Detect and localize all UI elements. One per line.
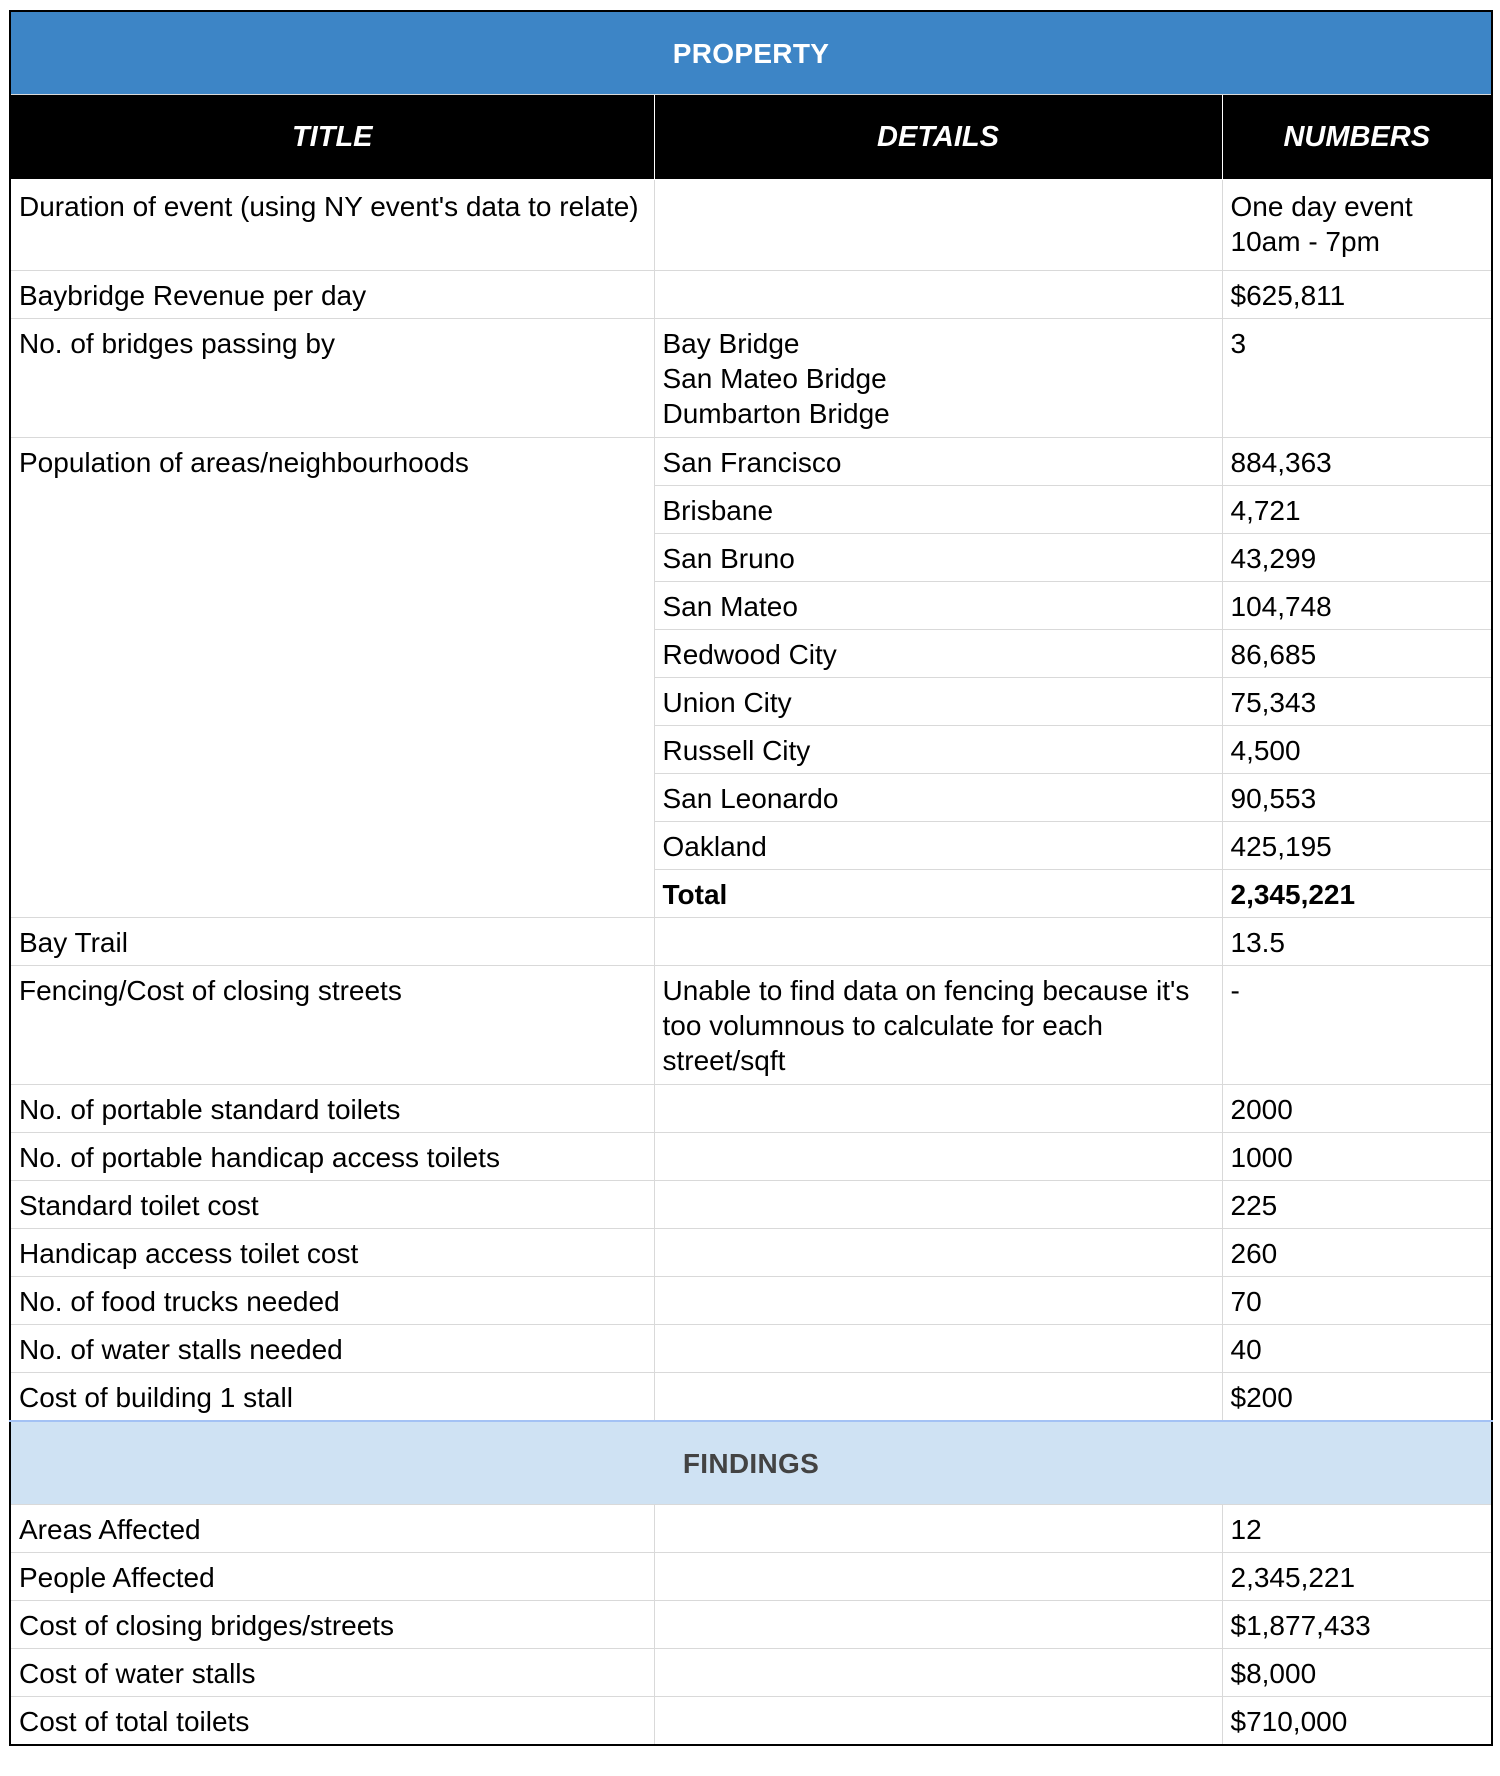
title-cell[interactable]: No. of water stalls needed	[10, 1325, 654, 1373]
details-cell[interactable]: Union City	[654, 678, 1222, 726]
details-cell[interactable]	[654, 1553, 1222, 1601]
numbers-cell[interactable]: 43,299	[1222, 534, 1492, 582]
numbers-cell[interactable]: $200	[1222, 1373, 1492, 1422]
details-cell[interactable]	[654, 1373, 1222, 1422]
numbers-cell[interactable]: 90,553	[1222, 774, 1492, 822]
table-row	[10, 1181, 1492, 1229]
table-row	[10, 1373, 1492, 1422]
title-cell[interactable]: Duration of event (using NY event's data to relate)	[10, 180, 654, 271]
details-cell[interactable]: Russell City	[654, 726, 1222, 774]
numbers-cell[interactable]: $625,811	[1222, 271, 1492, 319]
title-cell[interactable]: No. of portable handicap access toilets	[10, 1133, 654, 1181]
findings-header-row	[10, 1421, 1492, 1505]
findings-header: FINDINGS	[10, 1421, 1492, 1505]
title-cell[interactable]: Bay Trail	[10, 918, 654, 966]
table-row-bridges	[10, 319, 1492, 438]
numbers-cell[interactable]: 104,748	[1222, 582, 1492, 630]
numbers-cell[interactable]: 425,195	[1222, 822, 1492, 870]
details-cell[interactable]	[654, 1133, 1222, 1181]
numbers-cell[interactable]: 40	[1222, 1325, 1492, 1373]
title-cell[interactable]: No. of portable standard toilets	[10, 1085, 654, 1133]
table-row-revenue	[10, 271, 1492, 319]
table-row-finding	[10, 1601, 1492, 1649]
total-label-cell[interactable]: Total	[654, 870, 1222, 918]
numbers-cell[interactable]: 4,721	[1222, 486, 1492, 534]
numbers-cell[interactable]: -	[1222, 966, 1492, 1085]
details-cell[interactable]: San Leonardo	[654, 774, 1222, 822]
property-header: PROPERTY	[10, 11, 1492, 95]
column-header-title: TITLE	[10, 95, 654, 180]
numbers-cell[interactable]: 13.5	[1222, 918, 1492, 966]
details-cell[interactable]	[654, 1085, 1222, 1133]
table-row	[10, 1133, 1492, 1181]
numbers-cell[interactable]: One day event 10am - 7pm	[1222, 180, 1492, 271]
table-row-fencing	[10, 966, 1492, 1085]
details-cell[interactable]	[654, 1181, 1222, 1229]
title-cell[interactable]: Handicap access toilet cost	[10, 1229, 654, 1277]
numbers-cell[interactable]: 75,343	[1222, 678, 1492, 726]
details-cell[interactable]	[654, 1505, 1222, 1553]
details-cell[interactable]	[654, 1601, 1222, 1649]
property-header-row	[10, 11, 1492, 95]
title-cell[interactable]: People Affected	[10, 1553, 654, 1601]
details-cell[interactable]: Oakland	[654, 822, 1222, 870]
title-cell[interactable]: Areas Affected	[10, 1505, 654, 1553]
details-cell[interactable]: Bay Bridge San Mateo Bridge Dumbarton Bridge	[654, 319, 1222, 438]
details-cell[interactable]: San Mateo	[654, 582, 1222, 630]
numbers-cell[interactable]: 225	[1222, 1181, 1492, 1229]
table-row	[10, 1085, 1492, 1133]
title-cell[interactable]: Cost of closing bridges/streets	[10, 1601, 654, 1649]
total-value-cell[interactable]: 2,345,221	[1222, 870, 1492, 918]
numbers-cell[interactable]: 2000	[1222, 1085, 1492, 1133]
details-cell[interactable]	[654, 1325, 1222, 1373]
table-row	[10, 1229, 1492, 1277]
title-cell[interactable]: Cost of total toilets	[10, 1697, 654, 1746]
title-cell[interactable]: No. of bridges passing by	[10, 319, 654, 438]
title-cell[interactable]: Cost of building 1 stall	[10, 1373, 654, 1422]
numbers-cell[interactable]: 12	[1222, 1505, 1492, 1553]
table-row	[10, 1325, 1492, 1373]
details-cell[interactable]: Unable to find data on fencing because it's too volumnous to calculate for each street/sqft	[654, 966, 1222, 1085]
title-cell[interactable]: Cost of water stalls	[10, 1649, 654, 1697]
table-row-population	[10, 438, 1492, 486]
numbers-cell[interactable]: 1000	[1222, 1133, 1492, 1181]
details-cell[interactable]: Redwood City	[654, 630, 1222, 678]
numbers-cell[interactable]: $1,877,433	[1222, 1601, 1492, 1649]
numbers-cell[interactable]: 86,685	[1222, 630, 1492, 678]
table-row-bay-trail	[10, 918, 1492, 966]
table-row-finding	[10, 1505, 1492, 1553]
column-header-details: DETAILS	[654, 95, 1222, 180]
details-cell[interactable]	[654, 1277, 1222, 1325]
property-table	[9, 10, 1493, 1746]
title-cell[interactable]: Population of areas/neighbourhoods	[10, 438, 654, 918]
numbers-cell[interactable]: 260	[1222, 1229, 1492, 1277]
details-cell[interactable]	[654, 1229, 1222, 1277]
details-cell[interactable]	[654, 271, 1222, 319]
numbers-cell[interactable]: 2,345,221	[1222, 1553, 1492, 1601]
details-cell[interactable]	[654, 1649, 1222, 1697]
column-header-numbers: NUMBERS	[1222, 95, 1492, 180]
details-cell[interactable]: San Francisco	[654, 438, 1222, 486]
details-cell[interactable]: San Bruno	[654, 534, 1222, 582]
column-header-row	[10, 95, 1492, 180]
numbers-cell[interactable]: $8,000	[1222, 1649, 1492, 1697]
numbers-cell[interactable]: 70	[1222, 1277, 1492, 1325]
table-row-finding	[10, 1697, 1492, 1746]
title-cell[interactable]: Baybridge Revenue per day	[10, 271, 654, 319]
details-cell[interactable]: Brisbane	[654, 486, 1222, 534]
details-cell[interactable]	[654, 1697, 1222, 1746]
details-cell[interactable]	[654, 180, 1222, 271]
numbers-cell[interactable]: 4,500	[1222, 726, 1492, 774]
details-cell[interactable]	[654, 918, 1222, 966]
numbers-cell[interactable]: $710,000	[1222, 1697, 1492, 1746]
table-row-finding	[10, 1649, 1492, 1697]
table-row-duration	[10, 180, 1492, 271]
numbers-cell[interactable]: 3	[1222, 319, 1492, 438]
table-row	[10, 1277, 1492, 1325]
table-row-finding	[10, 1553, 1492, 1601]
title-cell[interactable]: Standard toilet cost	[10, 1181, 654, 1229]
title-cell[interactable]: Fencing/Cost of closing streets	[10, 966, 654, 1085]
title-cell[interactable]: No. of food trucks needed	[10, 1277, 654, 1325]
numbers-cell[interactable]: 884,363	[1222, 438, 1492, 486]
